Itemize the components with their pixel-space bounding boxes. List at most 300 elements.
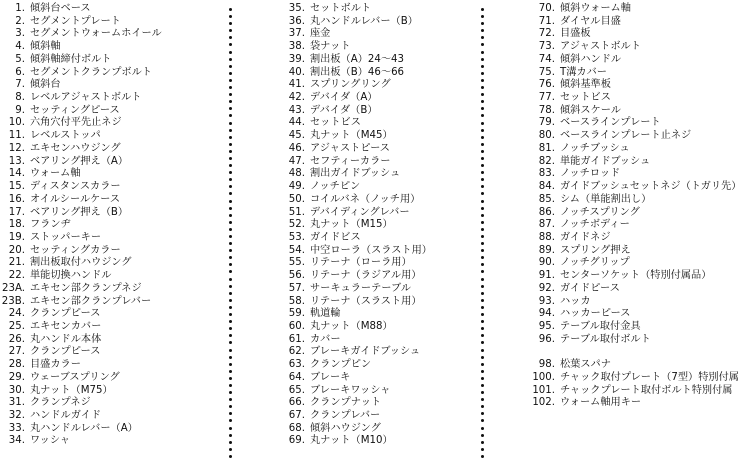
part-number: 14. xyxy=(8,168,25,180)
divider-dot xyxy=(229,22,232,25)
divider-dot xyxy=(481,356,484,359)
part-name: 傾斜ハウジング xyxy=(310,422,381,434)
part-number: 77. xyxy=(538,92,555,104)
part-row xyxy=(520,92,741,105)
part-name xyxy=(555,346,560,359)
part-number: 20. xyxy=(8,244,25,256)
part-row xyxy=(277,296,432,309)
part-row xyxy=(520,207,741,220)
divider-dot xyxy=(229,86,232,89)
part-number: 100. xyxy=(532,371,555,383)
part-name: ストッパーキー xyxy=(30,231,102,243)
part-number: 80. xyxy=(538,130,555,142)
divider-dot xyxy=(229,122,232,125)
part-row xyxy=(0,16,162,29)
divider-dot xyxy=(481,143,484,146)
part-number: 54. xyxy=(288,244,305,256)
part-number: 19. xyxy=(8,231,25,243)
part-name: 松葉スパナ xyxy=(560,359,611,371)
part-name: ベアリング押え（B） xyxy=(30,206,129,218)
part-row xyxy=(277,372,432,385)
part-name: エキセンカバー xyxy=(30,320,102,332)
divider-dot xyxy=(481,129,484,132)
divider-dot xyxy=(229,412,232,415)
divider-dot xyxy=(229,235,232,238)
part-name: ベースラインプレート xyxy=(560,117,661,129)
part-row xyxy=(277,194,432,207)
divider-dot xyxy=(481,122,484,125)
part-name: 丸ナット（M88） xyxy=(310,320,393,332)
part-row xyxy=(0,270,162,283)
part-number: 74. xyxy=(538,53,555,65)
part-number: 98. xyxy=(538,359,555,371)
divider-dot xyxy=(481,306,484,309)
part-row xyxy=(277,79,432,92)
part-number: 89. xyxy=(538,244,555,256)
part-name: 丸ナット（M75） xyxy=(30,384,113,396)
divider-dot xyxy=(481,185,484,188)
divider-dot xyxy=(481,278,484,281)
part-row xyxy=(0,321,162,334)
divider-dot xyxy=(481,270,484,273)
part-number: 86. xyxy=(538,206,555,218)
part-number: 23A. xyxy=(2,282,25,294)
part-number: 56. xyxy=(288,270,305,282)
divider-dot xyxy=(229,427,232,430)
part-row xyxy=(0,385,162,398)
part-number: 7. xyxy=(15,79,25,91)
divider-dot xyxy=(229,93,232,96)
part-row xyxy=(277,308,432,321)
part-number: 94. xyxy=(538,308,555,320)
divider-dot xyxy=(481,22,484,25)
part-name: ガイドビス xyxy=(310,231,361,243)
part-name: 傾斜ハンドル xyxy=(560,53,622,65)
part-name: 割出板取付ハウジング xyxy=(30,257,132,269)
part-row xyxy=(0,130,162,143)
divider-dot xyxy=(481,8,484,11)
divider-dot xyxy=(481,114,484,117)
part-name: スプリング押え xyxy=(560,244,631,256)
part-row xyxy=(520,334,741,347)
part-number: 73. xyxy=(538,41,555,53)
part-number: 1. xyxy=(15,3,25,14)
divider-dot xyxy=(229,278,232,281)
part-name: 割出板（A）24〜43 xyxy=(310,53,405,65)
divider-dot xyxy=(229,171,232,174)
part-number: 52. xyxy=(288,219,305,231)
part-name: ノッチボディー xyxy=(560,219,630,231)
part-name: ハンドルガイド xyxy=(30,410,102,421)
part-row xyxy=(0,92,162,105)
part-name: 傾斜台 xyxy=(30,79,61,91)
part-row xyxy=(0,308,162,321)
part-name: 袋ナット xyxy=(310,41,351,53)
part-number: 79. xyxy=(538,117,555,129)
part-row xyxy=(0,41,162,54)
divider-dot xyxy=(481,221,484,224)
part-row xyxy=(277,28,432,41)
divider-dot xyxy=(229,270,232,273)
part-name: 傾斜軸締付ボルト xyxy=(30,53,112,65)
part-number: 4. xyxy=(15,41,25,53)
part-row xyxy=(520,372,741,385)
part-name: ダイヤル目盛 xyxy=(560,15,621,27)
part-row xyxy=(277,359,432,372)
part-row xyxy=(277,334,432,347)
part-row xyxy=(0,105,162,118)
part-number: 75. xyxy=(538,66,555,78)
part-row xyxy=(277,3,432,16)
divider-dot xyxy=(481,263,484,266)
parts-column-3 xyxy=(520,3,741,410)
part-number: 62. xyxy=(288,346,305,358)
part-name: アジャストボルト xyxy=(560,41,641,53)
divider-dot xyxy=(229,341,232,344)
divider-dot xyxy=(481,93,484,96)
divider-dot xyxy=(229,114,232,117)
part-name: クランプネジ xyxy=(30,397,91,409)
divider-dot xyxy=(229,200,232,203)
part-name: セットビス xyxy=(310,117,361,129)
part-number: 22. xyxy=(8,270,25,282)
part-row xyxy=(277,130,432,143)
part-row xyxy=(277,410,432,423)
divider-dot xyxy=(229,334,232,337)
part-row xyxy=(0,283,162,296)
part-name: フランヂ xyxy=(30,219,71,231)
divider-dot xyxy=(481,164,484,167)
part-name: ベアリング押え（A） xyxy=(30,155,129,167)
part-row xyxy=(0,359,162,372)
divider-dot xyxy=(229,285,232,288)
part-number: 13. xyxy=(8,155,25,167)
part-row xyxy=(277,41,432,54)
part-number: 65. xyxy=(288,384,305,396)
part-row xyxy=(520,321,741,334)
divider-dot xyxy=(229,349,232,352)
part-row xyxy=(520,359,741,372)
part-number: 44. xyxy=(288,117,305,129)
part-number: 66. xyxy=(288,397,305,409)
divider-dot xyxy=(481,370,484,373)
part-number: 55. xyxy=(288,257,305,269)
part-name: サーキュラーテーブル xyxy=(310,282,411,294)
part-number: 15. xyxy=(8,181,25,193)
part-row xyxy=(277,385,432,398)
divider-dot xyxy=(229,313,232,316)
divider-dot xyxy=(229,178,232,181)
part-name: エキセン部クランプネジ xyxy=(30,282,142,294)
divider-dot xyxy=(481,292,484,295)
part-number: 95. xyxy=(538,320,555,332)
part-name: スプリングリング xyxy=(310,79,391,91)
divider-dot xyxy=(229,370,232,373)
part-row xyxy=(0,143,162,156)
part-row xyxy=(277,156,432,169)
divider-dot xyxy=(481,448,484,451)
divider-dot xyxy=(229,441,232,444)
divider-dot xyxy=(229,249,232,252)
part-row xyxy=(520,245,741,258)
part-number: 72. xyxy=(538,28,555,40)
part-name: レベルストッパ xyxy=(30,130,101,142)
part-number: 40. xyxy=(288,66,305,78)
part-name: 丸ハンドルレバー（A） xyxy=(30,422,138,434)
part-row xyxy=(520,41,741,54)
part-number: 67. xyxy=(288,410,305,421)
part-row xyxy=(0,3,162,16)
divider-dot xyxy=(481,36,484,39)
divider-dot xyxy=(481,178,484,181)
part-number: 21. xyxy=(8,257,25,269)
part-number: 63. xyxy=(288,359,305,371)
part-number: 49. xyxy=(288,181,305,193)
part-name: ノッチロッド xyxy=(560,168,621,180)
divider-dot xyxy=(481,200,484,203)
divider-dot xyxy=(481,455,484,458)
part-number: 84. xyxy=(538,181,555,193)
divider-dot xyxy=(229,384,232,387)
part-row xyxy=(520,397,741,410)
part-row xyxy=(520,16,741,29)
part-name: デバイディングレバー xyxy=(310,206,410,218)
divider-dot xyxy=(481,58,484,61)
part-row xyxy=(277,257,432,270)
part-number: 78. xyxy=(538,104,555,116)
divider-dot xyxy=(229,192,232,195)
part-row xyxy=(520,385,741,398)
divider-dot xyxy=(229,391,232,394)
part-number: 5. xyxy=(15,53,25,65)
part-name: 六角穴付平先止ネジ xyxy=(30,117,122,129)
part-name: T溝カバー xyxy=(560,66,607,78)
part-number: 90. xyxy=(538,257,555,269)
part-number: 37. xyxy=(288,28,305,40)
part-row xyxy=(0,207,162,220)
part-row xyxy=(277,105,432,118)
divider-dot xyxy=(229,434,232,437)
part-number: 29. xyxy=(8,371,25,383)
part-row xyxy=(520,219,741,232)
part-name: ウォーム軸用キー xyxy=(560,397,642,409)
part-name: 傾斜スケール xyxy=(560,104,621,116)
divider-dot xyxy=(481,405,484,408)
part-row xyxy=(0,435,162,448)
part-row xyxy=(277,92,432,105)
divider-dot xyxy=(229,185,232,188)
divider-dot xyxy=(481,299,484,302)
part-row xyxy=(0,232,162,245)
part-name: ワッシャ xyxy=(30,435,71,447)
divider-dot xyxy=(481,72,484,75)
divider-dot xyxy=(481,256,484,259)
part-name: 丸ナット（M15） xyxy=(310,219,393,231)
part-name: クランプレバー xyxy=(310,410,381,421)
part-name: テーブル取付金具 xyxy=(560,320,641,332)
divider-dot xyxy=(481,434,484,437)
divider-dot xyxy=(481,313,484,316)
divider-dot xyxy=(229,65,232,68)
part-number: 82. xyxy=(538,155,555,167)
part-number: 92. xyxy=(538,282,555,294)
part-row xyxy=(277,283,432,296)
divider-dot xyxy=(229,398,232,401)
part-row xyxy=(0,346,162,359)
part-name: コイルバネ（ノッチ用） xyxy=(310,193,421,205)
parts-column-1 xyxy=(0,3,162,448)
part-name: 単能ガイドブッシュ xyxy=(560,155,651,167)
divider-dot xyxy=(229,157,232,160)
divider-dot xyxy=(229,29,232,32)
part-name: ウェーブスプリング xyxy=(30,371,120,383)
part-row xyxy=(520,105,741,118)
part-number: 10. xyxy=(8,117,25,129)
divider-dot xyxy=(229,79,232,82)
part-number xyxy=(520,346,555,359)
part-name: セフティーカラー xyxy=(310,155,391,167)
part-row xyxy=(520,296,741,309)
divider-dot xyxy=(229,320,232,323)
part-number: 11. xyxy=(8,130,25,142)
part-name: セッティングピース xyxy=(30,104,120,116)
part-number: 6. xyxy=(15,66,25,78)
part-number: 26. xyxy=(8,333,25,345)
part-name: カバー xyxy=(310,333,341,345)
part-row xyxy=(0,156,162,169)
part-row xyxy=(0,397,162,410)
part-number: 34. xyxy=(8,435,25,447)
part-name: 傾斜基準板 xyxy=(560,79,611,91)
part-name: ノッチグリップ xyxy=(560,257,630,269)
part-row xyxy=(520,156,741,169)
divider-dot xyxy=(481,214,484,217)
part-number: 23B. xyxy=(1,295,25,307)
part-row xyxy=(520,308,741,321)
part-row xyxy=(277,321,432,334)
part-row xyxy=(277,143,432,156)
divider-dot xyxy=(481,29,484,32)
part-row xyxy=(520,168,741,181)
part-row xyxy=(0,28,162,41)
part-name: 割出板（B）46〜66 xyxy=(310,66,405,78)
part-number: 27. xyxy=(8,346,25,358)
part-name: ブレーキガイドブッシュ xyxy=(310,346,421,358)
part-number: 69. xyxy=(288,435,305,447)
part-number: 68. xyxy=(288,422,305,434)
part-number: 33. xyxy=(8,422,25,434)
divider-dot xyxy=(481,136,484,139)
part-number: 101. xyxy=(532,384,555,396)
part-number: 12. xyxy=(8,142,25,154)
part-row xyxy=(0,219,162,232)
part-number: 76. xyxy=(538,79,555,91)
divider-dot xyxy=(481,43,484,46)
divider-dot xyxy=(229,306,232,309)
part-row xyxy=(277,181,432,194)
part-number: 51. xyxy=(288,206,305,218)
divider-dot xyxy=(229,299,232,302)
part-row xyxy=(0,67,162,80)
part-row xyxy=(520,143,741,156)
part-name: リテーナ（ラジアル用） xyxy=(310,270,422,282)
part-number: 36. xyxy=(288,15,305,27)
part-number: 58. xyxy=(288,295,305,307)
part-row xyxy=(0,79,162,92)
divider-dot xyxy=(229,150,232,153)
part-number: 18. xyxy=(8,219,25,231)
part-row xyxy=(520,130,741,143)
part-name: クランプナット xyxy=(310,397,382,409)
part-number: 39. xyxy=(288,53,305,65)
divider-dot xyxy=(229,8,232,11)
part-name: セッティングカラー xyxy=(30,244,121,256)
divider-dot xyxy=(229,51,232,54)
part-number: 42. xyxy=(288,92,305,104)
divider-dot xyxy=(481,51,484,54)
divider-dot xyxy=(229,58,232,61)
part-name: 丸ナット（M10） xyxy=(310,435,393,447)
part-row xyxy=(277,117,432,130)
divider-dot xyxy=(481,65,484,68)
part-number: 3. xyxy=(15,28,25,40)
part-name: デバイダ（A） xyxy=(310,92,378,104)
part-row xyxy=(0,334,162,347)
divider-dot xyxy=(229,419,232,422)
part-number: 60. xyxy=(288,320,305,332)
part-number: 16. xyxy=(8,193,25,205)
divider-dot xyxy=(481,377,484,380)
divider-dot xyxy=(481,107,484,110)
part-number: 25. xyxy=(8,320,25,332)
part-name: センターソケット（特別付属品） xyxy=(560,270,712,282)
part-name: 割出ガイドブッシュ xyxy=(310,168,401,180)
part-number: 96. xyxy=(538,333,555,345)
divider-dot xyxy=(481,363,484,366)
part-number: 64. xyxy=(288,371,305,383)
part-name: ノッチスプリング xyxy=(560,206,640,218)
part-name: チャックプレート取付ボルト特別付属 xyxy=(560,384,733,396)
part-name: クランプピン xyxy=(310,359,372,371)
part-number: 102. xyxy=(532,397,555,409)
divider-dot xyxy=(481,86,484,89)
part-number: 85. xyxy=(538,193,555,205)
part-row xyxy=(277,270,432,283)
part-name: 丸ナット（M45） xyxy=(310,130,393,142)
divider-dot xyxy=(229,129,232,132)
part-row xyxy=(520,54,741,67)
part-number: 24. xyxy=(8,308,25,320)
part-number: 35. xyxy=(288,3,305,14)
divider-dot xyxy=(481,150,484,153)
divider-dot xyxy=(481,349,484,352)
part-row xyxy=(277,16,432,29)
divider-dot xyxy=(481,79,484,82)
part-row xyxy=(520,79,741,92)
divider-dot xyxy=(229,292,232,295)
part-row xyxy=(277,397,432,410)
part-name: セグメントプレート xyxy=(30,15,121,27)
part-name: ブレーキ xyxy=(310,371,351,383)
part-row xyxy=(277,207,432,220)
part-number: 47. xyxy=(288,155,305,167)
divider-dot xyxy=(481,242,484,245)
divider-dot xyxy=(229,228,232,231)
part-row xyxy=(520,283,741,296)
part-row xyxy=(0,181,162,194)
divider-dot xyxy=(481,427,484,430)
part-row xyxy=(520,194,741,207)
